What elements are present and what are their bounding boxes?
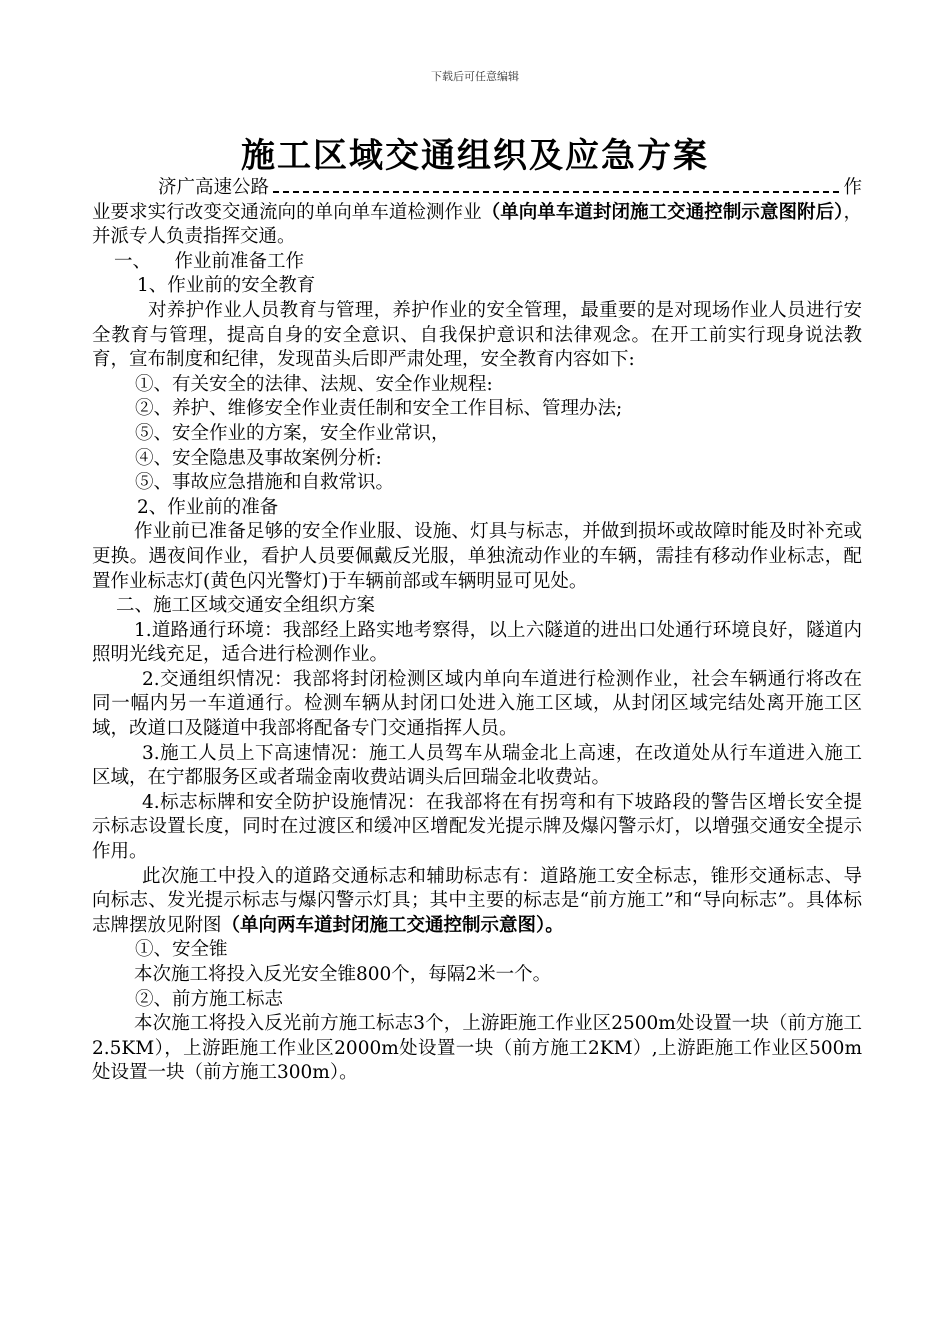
section1-sub2-para: 作业前已准备足够的安全作业服、设施、灯具与标志，并做到损坏或故障时能及时补充或更换。遇夜间作业，看护人员要佩戴反光服，单独流动作业的车辆，需挂有移动作业标志，配置作业标志灯(黄色闪光警灯)于车辆前部或车辆明显可见处。 (92, 521, 862, 592)
list-item: ②、养护、维修安全作业责任制和安全工作目标、管理办法; (135, 398, 623, 420)
sign-heading: ②、前方施工标志 (135, 988, 284, 1010)
intro-line-2 (92, 201, 862, 250)
list-item: ①、有关安全的法律、法规、安全作业规程: (135, 373, 493, 395)
section2-heading: 二、施工区域交通安全组织方案 (116, 595, 376, 617)
document-title: 施工区域交通组织及应急方案 (241, 136, 709, 176)
section2-para-4: 4.标志标牌和安全防护设施情况：在我部将在有拐弯和有下坡路段的警告区增长安全提示标志设置长度，同时在过渡区和缓冲区增配发光提示牌及爆闪警示灯，以增强交通安全提示作用。 (92, 791, 862, 863)
intro-line-1 (92, 176, 862, 201)
header-note: 下载后可任意编辑 (431, 70, 519, 83)
intro-plain: 业要求实行改变交通流向的单向单车道检测作业 (92, 201, 482, 223)
section2-para-3: 3.施工人员上下高速情况：施工人员驾车从瑞金北上高速，在改道处从行车道进入施工区域，在宁都服务区或者瑞金南收费站调头后回瑞金北收费站。 (92, 742, 862, 789)
list-item: ⑤、事故应急措施和自救常识。 (135, 472, 395, 494)
cone-heading: ①、安全锥 (135, 939, 228, 961)
section1-sub1-para: 对养护作业人员教育与管理，养护作业的安全管理，最重要的是对现场作业人员进行安全教育与管理，提高自身的安全意识、自我保护意识和法律观念。在开工前实行现身说法教育，宣布制度和纪律，发现苗头后即严肃处理，安全教育内容如下: (92, 299, 862, 371)
document-body (92, 176, 862, 1086)
section1-sub1-heading: 1、作业前的安全教育 (137, 275, 316, 297)
intro-bold-note: （单向单车道封闭施工交通控制示意图附后） (481, 201, 844, 223)
list-item: ④、安全隐患及事故案例分析: (135, 447, 382, 469)
intro-end: ，并派专人负责指挥交通。 (92, 201, 862, 248)
list-item: ⑤、安全作业的方案，安全作业常识， (135, 422, 450, 444)
section2-para-2: 2.交通组织情况：我部将封闭检测区域内单向车道进行检测作业，社会车辆通行将改在同一幅内另一车道通行。检测车辆从封闭口处进入施工区域，从封闭区域完结处离开施工区域，改道口及隧道中我部将配备专门交通指挥人员。 (92, 668, 862, 740)
intro-tail: 作 (843, 177, 862, 198)
section1-sub2-heading: 2、作业前的准备 (137, 496, 279, 518)
cone-para: 本次施工将投入反光安全锥800个，每隔2米一个。 (134, 964, 552, 985)
para5-plain: 此次施工中投入的道路交通标志和辅助标志有：道路施工安全标志，锥形交通标志、导向标志、发光提示标志与爆闪警示灯具；其中主要的标志是“前方施工”和“导向标志”。具体标志牌摆放见附图 (92, 865, 862, 936)
para5-bold-note: （单向两车道封闭施工交通控制示意图）。 (221, 914, 564, 936)
section2-para-1: 1.道路通行环境：我部经上路实地考察得，以上六隧道的进出口处通行环境良好，隧道内照明光线充足，适合进行检测作业。 (92, 619, 862, 666)
section1-heading: 一、 作业前准备工作 (114, 250, 305, 272)
section2-para-5 (92, 865, 862, 939)
sign-para: 本次施工将投入反光前方施工标志3个，上游距施工作业区2500m处设置一块（前方施工2.5KM），上游距施工作业区2000m处设置一块（前方施工2KM）,上游距施工作业区500m处设置一块（前方施工300m）。 (92, 1013, 862, 1084)
blank-fill-line (273, 179, 839, 193)
intro-lead: 济广高速公路 (158, 177, 270, 198)
